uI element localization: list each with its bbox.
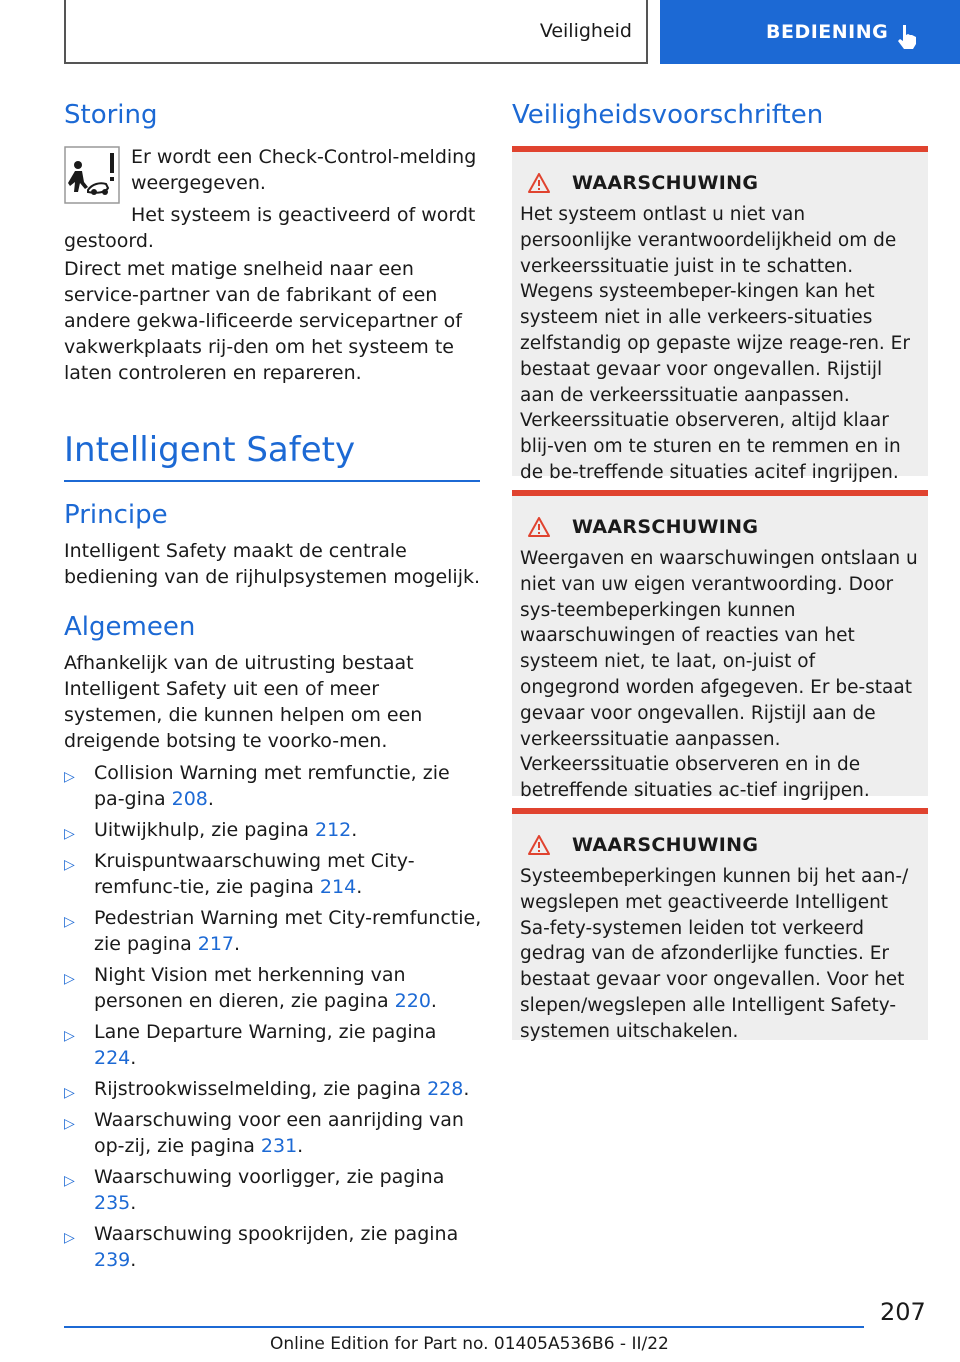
triangle-bullet-icon: ▷ (64, 1173, 75, 1189)
page-link[interactable]: 212 (315, 819, 352, 841)
warning-box (512, 490, 928, 802)
triangle-bullet-icon: ▷ (64, 1028, 75, 1044)
edition-text: Online Edition for Part no. 01405A536B6 - II/22 (270, 1334, 669, 1354)
list-item: ▷ Waarschuwing voorligger, zie pagina 235. (64, 1166, 445, 1214)
page-link[interactable]: 228 (427, 1078, 464, 1100)
warning-text: Systeembeperkingen kunnen bij het aan-/ wegslepen met geactiveerde Intelligent Sa-fety-systemen leiden tot verkeerd gedrag van de afzonderlijke functies. Er bestaat gevaar voor ongevallen. Voor het slepen/wegslepen alle Intelligent Safety-systemen uitschakelen. (520, 866, 909, 1042)
triangle-bullet-icon: ▷ (64, 1085, 75, 1101)
warning-text: Het systeem ontlast u niet van persoonlijke verantwoordelijkheid om de verkeerssituatie juist in te schatten. Wegens systeembeper-kingen kan het systeem niet in alle verkeers-situaties zelfstandig op gepaste wijze reage-ren. Er bestaat gevaar voor ongevallen. Rijstijl aan de verkeerssituatie aanpassen. Verkeerssituatie observeren, altijd klaar blij-ven om te sturen en te remmen en in de be-treffende situaties acitef ingrijpen. (520, 204, 910, 483)
list-item: ▷ Lane Departure Warning, zie pagina 224. (64, 1021, 437, 1069)
triangle-bullet-icon: ▷ (64, 857, 75, 873)
warning-triangle-icon (528, 517, 550, 537)
triangle-bullet-icon: ▷ (64, 1230, 75, 1246)
triangle-bullet-icon: ▷ (64, 971, 75, 987)
header-section (64, 0, 648, 64)
warning-box (512, 146, 928, 483)
warning-triangle-icon (528, 835, 550, 855)
storing-line2b: gestoord. (64, 230, 154, 252)
footer-rule (64, 1326, 864, 1328)
page-link[interactable]: 214 (319, 876, 357, 898)
warning-box (512, 808, 928, 1040)
hand-pointer-icon (896, 24, 918, 50)
page-link[interactable]: 239 (94, 1249, 131, 1271)
header-chapter-tab[interactable] (660, 0, 960, 64)
page-link[interactable]: 217 (197, 933, 235, 955)
list-item: ▷ Night Vision met herkenning van personen en dieren, zie pagina 220. (64, 964, 437, 1012)
page-link[interactable]: 208 (171, 788, 208, 810)
list-item: ▷ Waarschuwing spookrijden, zie pagina 239. (64, 1223, 459, 1271)
list-item: ▷ Kruispuntwaarschuwing met City-remfunc-tie, zie pagina 214. (64, 850, 415, 898)
page-link[interactable]: 235 (94, 1192, 131, 1214)
warning-text: Weergaven en waarschuwingen ontslaan u niet van uw eigen verantwoording. Door sys-teembeperkingen kunnen waarschuwingen of reacties van het systeem niet, te laat, on-juist of ongegrond worden afgegeven. Er be-staat gevaar voor ongevallen. Rijstijl aan de verkeerssituatie aanpassen. Verkeerssituatie observeren en in de betreffende situaties ac-tief ingrijpen. (520, 548, 918, 802)
list-item: ▷ Rijstrookwisselmelding, zie pagina 228. (64, 1076, 482, 1102)
storing-line2a: Het systeem is geactiveerd of wordt (131, 204, 476, 226)
systems-list (64, 760, 482, 1278)
page-link[interactable]: 220 (394, 990, 431, 1012)
voorschriften-title: Veiligheidsvoorschriften (512, 100, 824, 130)
algemeen-title: Algemeen (64, 612, 196, 642)
storing-title: Storing (64, 100, 158, 130)
list-item: ▷ Uitwijkhulp, zie pagina 212. (64, 817, 482, 843)
triangle-bullet-icon: ▷ (64, 914, 75, 930)
list-item: ▷ Collision Warning met remfunctie, zie pa-gina 208. (64, 762, 450, 810)
page-link[interactable]: 224 (94, 1047, 131, 1069)
header-chapter-label: BEDIENING (766, 21, 889, 43)
principe-text: Intelligent Safety maakt de centrale bediening van de rijhulpsystemen mogelijk. (64, 540, 481, 588)
header-section-label: Veiligheid (539, 20, 632, 42)
warning-label: WAARSCHUWING (572, 834, 759, 856)
principe-title: Principe (64, 500, 168, 530)
triangle-bullet-icon: ▷ (64, 826, 75, 842)
algemeen-text: Afhankelijk van de uitrusting bestaat Intelligent Safety uit een of meer systemen, die kunnen helpen om een dreigende botsing te voorko-men. (64, 652, 423, 752)
storing-paragraph: Direct met matige snelheid naar een service-partner van de fabrikant of een andere gekwa-lificeerde servicepartner of vakwerkplaats rij-den om het systeem te laten controleren en repareren. (64, 258, 462, 384)
warning-label: WAARSCHUWING (572, 172, 759, 194)
triangle-bullet-icon: ▷ (64, 769, 75, 785)
intelligent-safety-title: Intelligent Safety (64, 430, 356, 470)
page-link[interactable]: 231 (260, 1135, 298, 1157)
storing-line1a: Er wordt een Check-Control-melding (131, 146, 477, 168)
pedestrian-warning-icon (64, 146, 120, 204)
page-number: 207 (880, 1298, 926, 1326)
list-item: ▷ Pedestrian Warning met City-remfunctie, zie pagina 217. (64, 907, 482, 955)
warning-triangle-icon (528, 173, 550, 193)
triangle-bullet-icon: ▷ (64, 1116, 75, 1132)
warning-label: WAARSCHUWING (572, 516, 759, 538)
storing-line1b: weergegeven. (131, 172, 266, 194)
list-item: ▷ Waarschuwing voor een aanrijding van op-zij, zie pagina 231. (64, 1109, 464, 1157)
section-rule (64, 480, 480, 482)
